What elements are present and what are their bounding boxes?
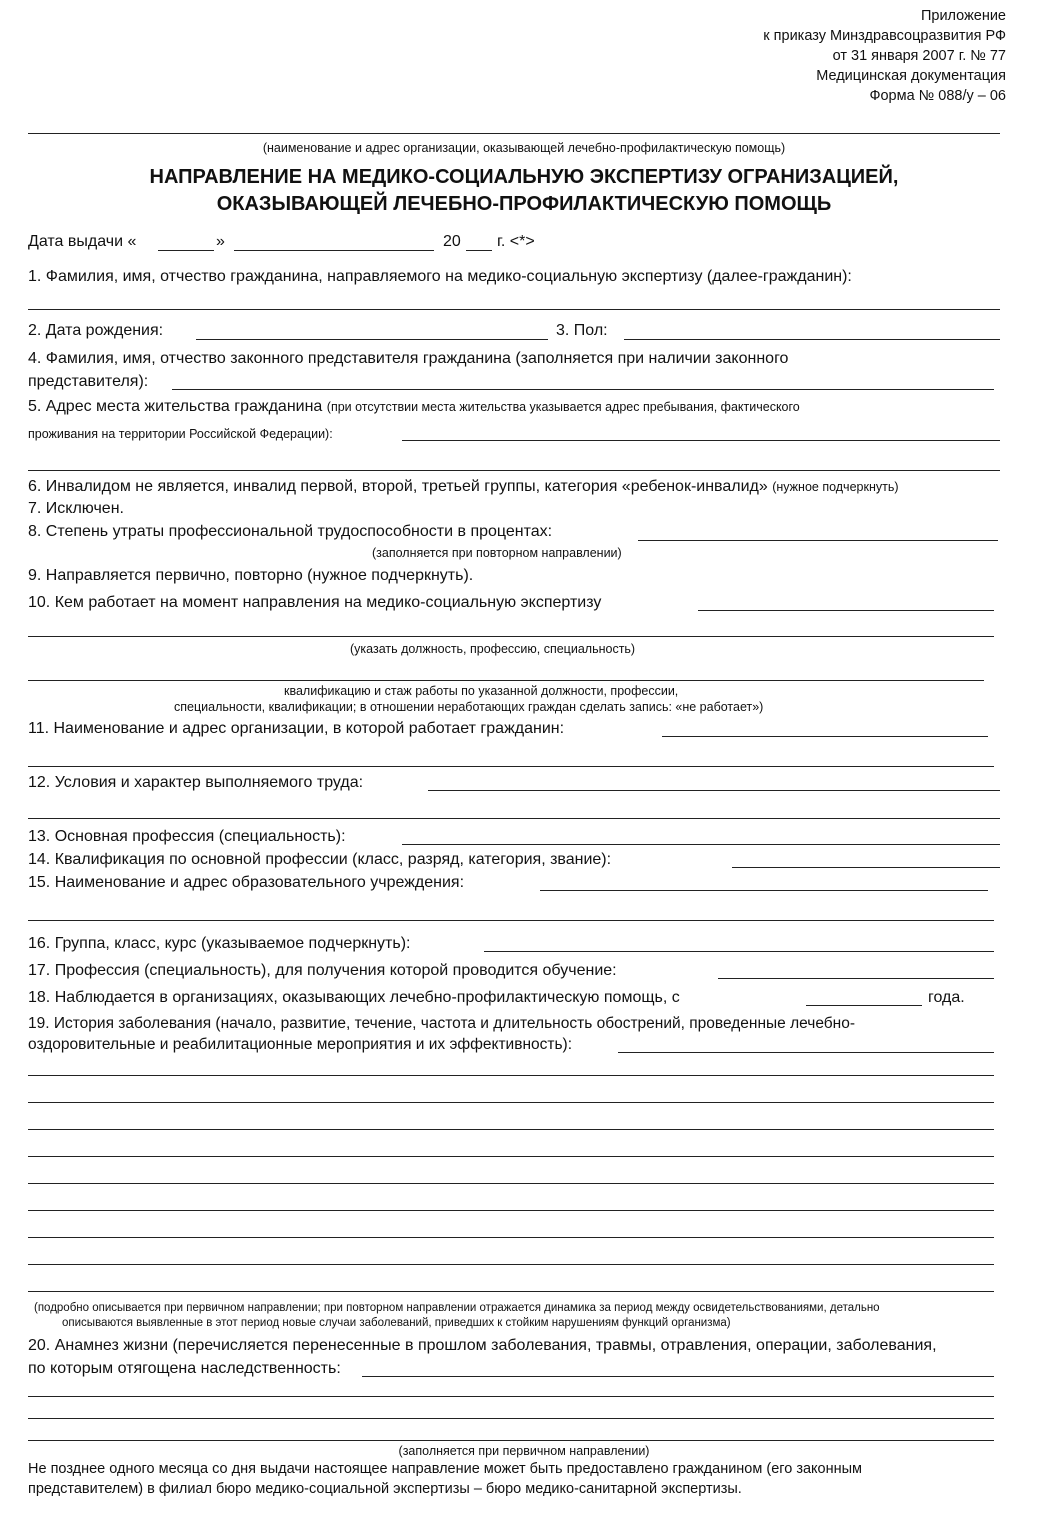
history-field-10[interactable] xyxy=(28,1291,994,1292)
anamnesis-field-3[interactable] xyxy=(28,1418,994,1419)
item-13-label: 13. Основная профессия (специальность): xyxy=(28,828,346,845)
header-line-4: Медицинская документация xyxy=(816,68,1006,84)
date-quote-close: » xyxy=(216,233,225,250)
item-3-label: 3. Пол: xyxy=(556,322,608,339)
history-field-7[interactable] xyxy=(28,1210,994,1211)
history-field-4[interactable] xyxy=(28,1129,994,1130)
item-10-note-2: квалификацию и стаж работы по указанной должности, профессии, xyxy=(284,684,679,698)
education-field-1[interactable] xyxy=(540,890,988,891)
header-line-1: Приложение xyxy=(920,8,1006,24)
item-8-note: (заполняется при повторном направлении) xyxy=(372,546,622,560)
anamnesis-field-4[interactable] xyxy=(28,1440,994,1441)
item-1-field[interactable] xyxy=(28,309,1000,310)
qualification-field[interactable] xyxy=(732,867,1000,868)
header-line-3: от 31 января 2007 г. № 77 xyxy=(832,48,1006,64)
address-field-1[interactable] xyxy=(402,440,1000,441)
item-6-label-note: (нужное подчеркнуть) xyxy=(772,480,899,494)
education-field-2[interactable] xyxy=(28,920,994,921)
item-4-label-line-2: представителя): xyxy=(28,373,149,390)
item-20-label-line-1: 20. Анамнез жизни (перечисляется перенесенные в прошлом заболевания, травмы, отравления, операции, заболевания, xyxy=(28,1337,937,1354)
item-6-label-main: 6. Инвалидом не является, инвалид первой, второй, третьей группы, категория «ребенок-инвалид» xyxy=(28,478,768,495)
item-19-note-1: (подробно описывается при первичном направлении; при повторном направлении отражается динамика за период между освидетельствованиями, детально xyxy=(34,1302,880,1314)
work-conditions-field-1[interactable] xyxy=(428,790,1000,791)
item-5-label-main: 5. Адрес места жительства гражданина xyxy=(28,398,323,415)
item-10-note-3: специальности, квалификации; в отношении неработающих граждан сделать запись: «не работает») xyxy=(174,700,764,714)
item-9-label: 9. Направляется первично, повторно (нужное подчеркнуть). xyxy=(28,567,474,584)
occupation-field-2[interactable] xyxy=(28,636,994,637)
item-12-label: 12. Условия и характер выполняемого труда: xyxy=(28,774,364,791)
item-8-label: 8. Степень утраты профессиональной трудоспособности в процентах: xyxy=(28,523,553,540)
employer-field-1[interactable] xyxy=(662,736,988,737)
history-field-3[interactable] xyxy=(28,1102,994,1103)
item-2-label: 2. Дата рождения: xyxy=(28,322,164,339)
history-field-6[interactable] xyxy=(28,1183,994,1184)
study-group-field[interactable] xyxy=(484,951,994,952)
history-field-5[interactable] xyxy=(28,1156,994,1157)
history-field-2[interactable] xyxy=(28,1075,994,1076)
org-name-field[interactable] xyxy=(28,133,1000,134)
anamnesis-field-1[interactable] xyxy=(362,1376,994,1377)
item-20-note: (заполняется при первичном направлении) xyxy=(398,1444,650,1458)
address-field-2[interactable] xyxy=(28,470,1000,471)
gender-field[interactable] xyxy=(624,339,1000,340)
main-profession-field[interactable] xyxy=(402,844,1000,845)
work-conditions-field-2[interactable] xyxy=(28,818,1000,819)
footer-line-2: представителем) в филиал бюро медико-социальной экспертизы – бюро медико-санитарной экспертизы. xyxy=(28,1481,742,1497)
occupation-field-1[interactable] xyxy=(698,610,994,611)
form-header xyxy=(763,6,1006,106)
employer-field-2[interactable] xyxy=(28,766,994,767)
date-year-field[interactable] xyxy=(466,250,492,251)
item-5-label-line-2: проживания на территории Российской Федерации): xyxy=(28,427,333,441)
item-5-label-note: (при отсутствии места жительства указывается адрес пребывания, фактического xyxy=(326,400,800,414)
item-15-label: 15. Наименование и адрес образовательного учреждения: xyxy=(28,874,465,891)
org-caption: (наименование и адрес организации, оказывающей лечебно-профилактическую помощь) xyxy=(262,141,786,155)
item-10-label: 10. Кем работает на момент направления на медико-социальную экспертизу xyxy=(28,594,602,611)
item-19-note-2: описываются выявленные в этот период новые случаи заболеваний, приведших к стойким нарушениям функций организма) xyxy=(62,1317,731,1329)
representative-field[interactable] xyxy=(172,389,994,390)
header-line-5: Форма № 088/у – 06 xyxy=(869,88,1006,104)
item-6-label xyxy=(28,478,899,496)
footer-line-1: Не позднее одного месяца со дня выдачи настоящее направление может быть предоставлено гражданином (его законным xyxy=(28,1461,863,1477)
header-line-2: к приказу Минздравсоцразвития РФ xyxy=(763,28,1006,44)
item-16-label: 16. Группа, класс, курс (указываемое подчеркнуть): xyxy=(28,935,411,952)
occupation-field-3[interactable] xyxy=(28,680,984,681)
item-11-label: 11. Наименование и адрес организации, в которой работает гражданин: xyxy=(28,720,565,737)
item-14-label: 14. Квалификация по основной профессии (класс, разряд, категория, звание): xyxy=(28,851,612,868)
form-title-line-2: ОКАЗЫВАЮЩЕЙ ЛЕЧЕБНО-ПРОФИЛАКТИЧЕСКУЮ ПОМОЩЬ xyxy=(216,193,832,215)
item-10-note-1: (указать должность, профессию, специальность) xyxy=(350,642,636,656)
date-month-field[interactable] xyxy=(234,250,434,251)
item-18-year-label: года. xyxy=(928,989,965,1006)
date-issue-label: Дата выдачи « xyxy=(28,233,137,250)
history-field-1[interactable] xyxy=(618,1052,994,1053)
item-7-label: 7. Исключен. xyxy=(28,500,124,517)
date-day-field[interactable] xyxy=(158,250,214,251)
item-1-label: 1. Фамилия, имя, отчество гражданина, направляемого на медико-социальную экспертизу (далее-гражданин): xyxy=(28,268,852,285)
history-field-9[interactable] xyxy=(28,1264,994,1265)
form-title-line-1: НАПРАВЛЕНИЕ НА МЕДИКО-СОЦИАЛЬНУЮ ЭКСПЕРТИЗУ ОГРАНИЗАЦИЕЙ, xyxy=(149,166,899,188)
item-17-label: 17. Профессия (специальность), для получения которой проводится обучение: xyxy=(28,962,617,979)
item-20-label-line-2: по которым отягощена наследственность: xyxy=(28,1360,341,1377)
item-4-label-line-1: 4. Фамилия, имя, отчество законного представителя гражданина (заполняется при наличии законного xyxy=(28,350,789,367)
disability-percent-field[interactable] xyxy=(638,540,998,541)
date-year-suffix: г. <*> xyxy=(497,233,535,250)
item-19-label-line-1: 19. История заболевания (начало, развитие, течение, частота и длительность обострений, проведенные лечебно- xyxy=(28,1015,855,1032)
history-field-8[interactable] xyxy=(28,1237,994,1238)
item-18-label: 18. Наблюдается в организациях, оказывающих лечебно-профилактическую помощь, с xyxy=(28,989,680,1006)
anamnesis-field-2[interactable] xyxy=(28,1396,994,1397)
observed-since-field[interactable] xyxy=(806,1005,922,1006)
item-5-label xyxy=(28,398,800,416)
birth-date-field[interactable] xyxy=(196,339,548,340)
study-profession-field[interactable] xyxy=(718,978,994,979)
date-year-prefix: 20 xyxy=(443,233,461,250)
item-19-label-line-2: оздоровительные и реабилитационные мероприятия и их эффективность): xyxy=(28,1036,573,1053)
